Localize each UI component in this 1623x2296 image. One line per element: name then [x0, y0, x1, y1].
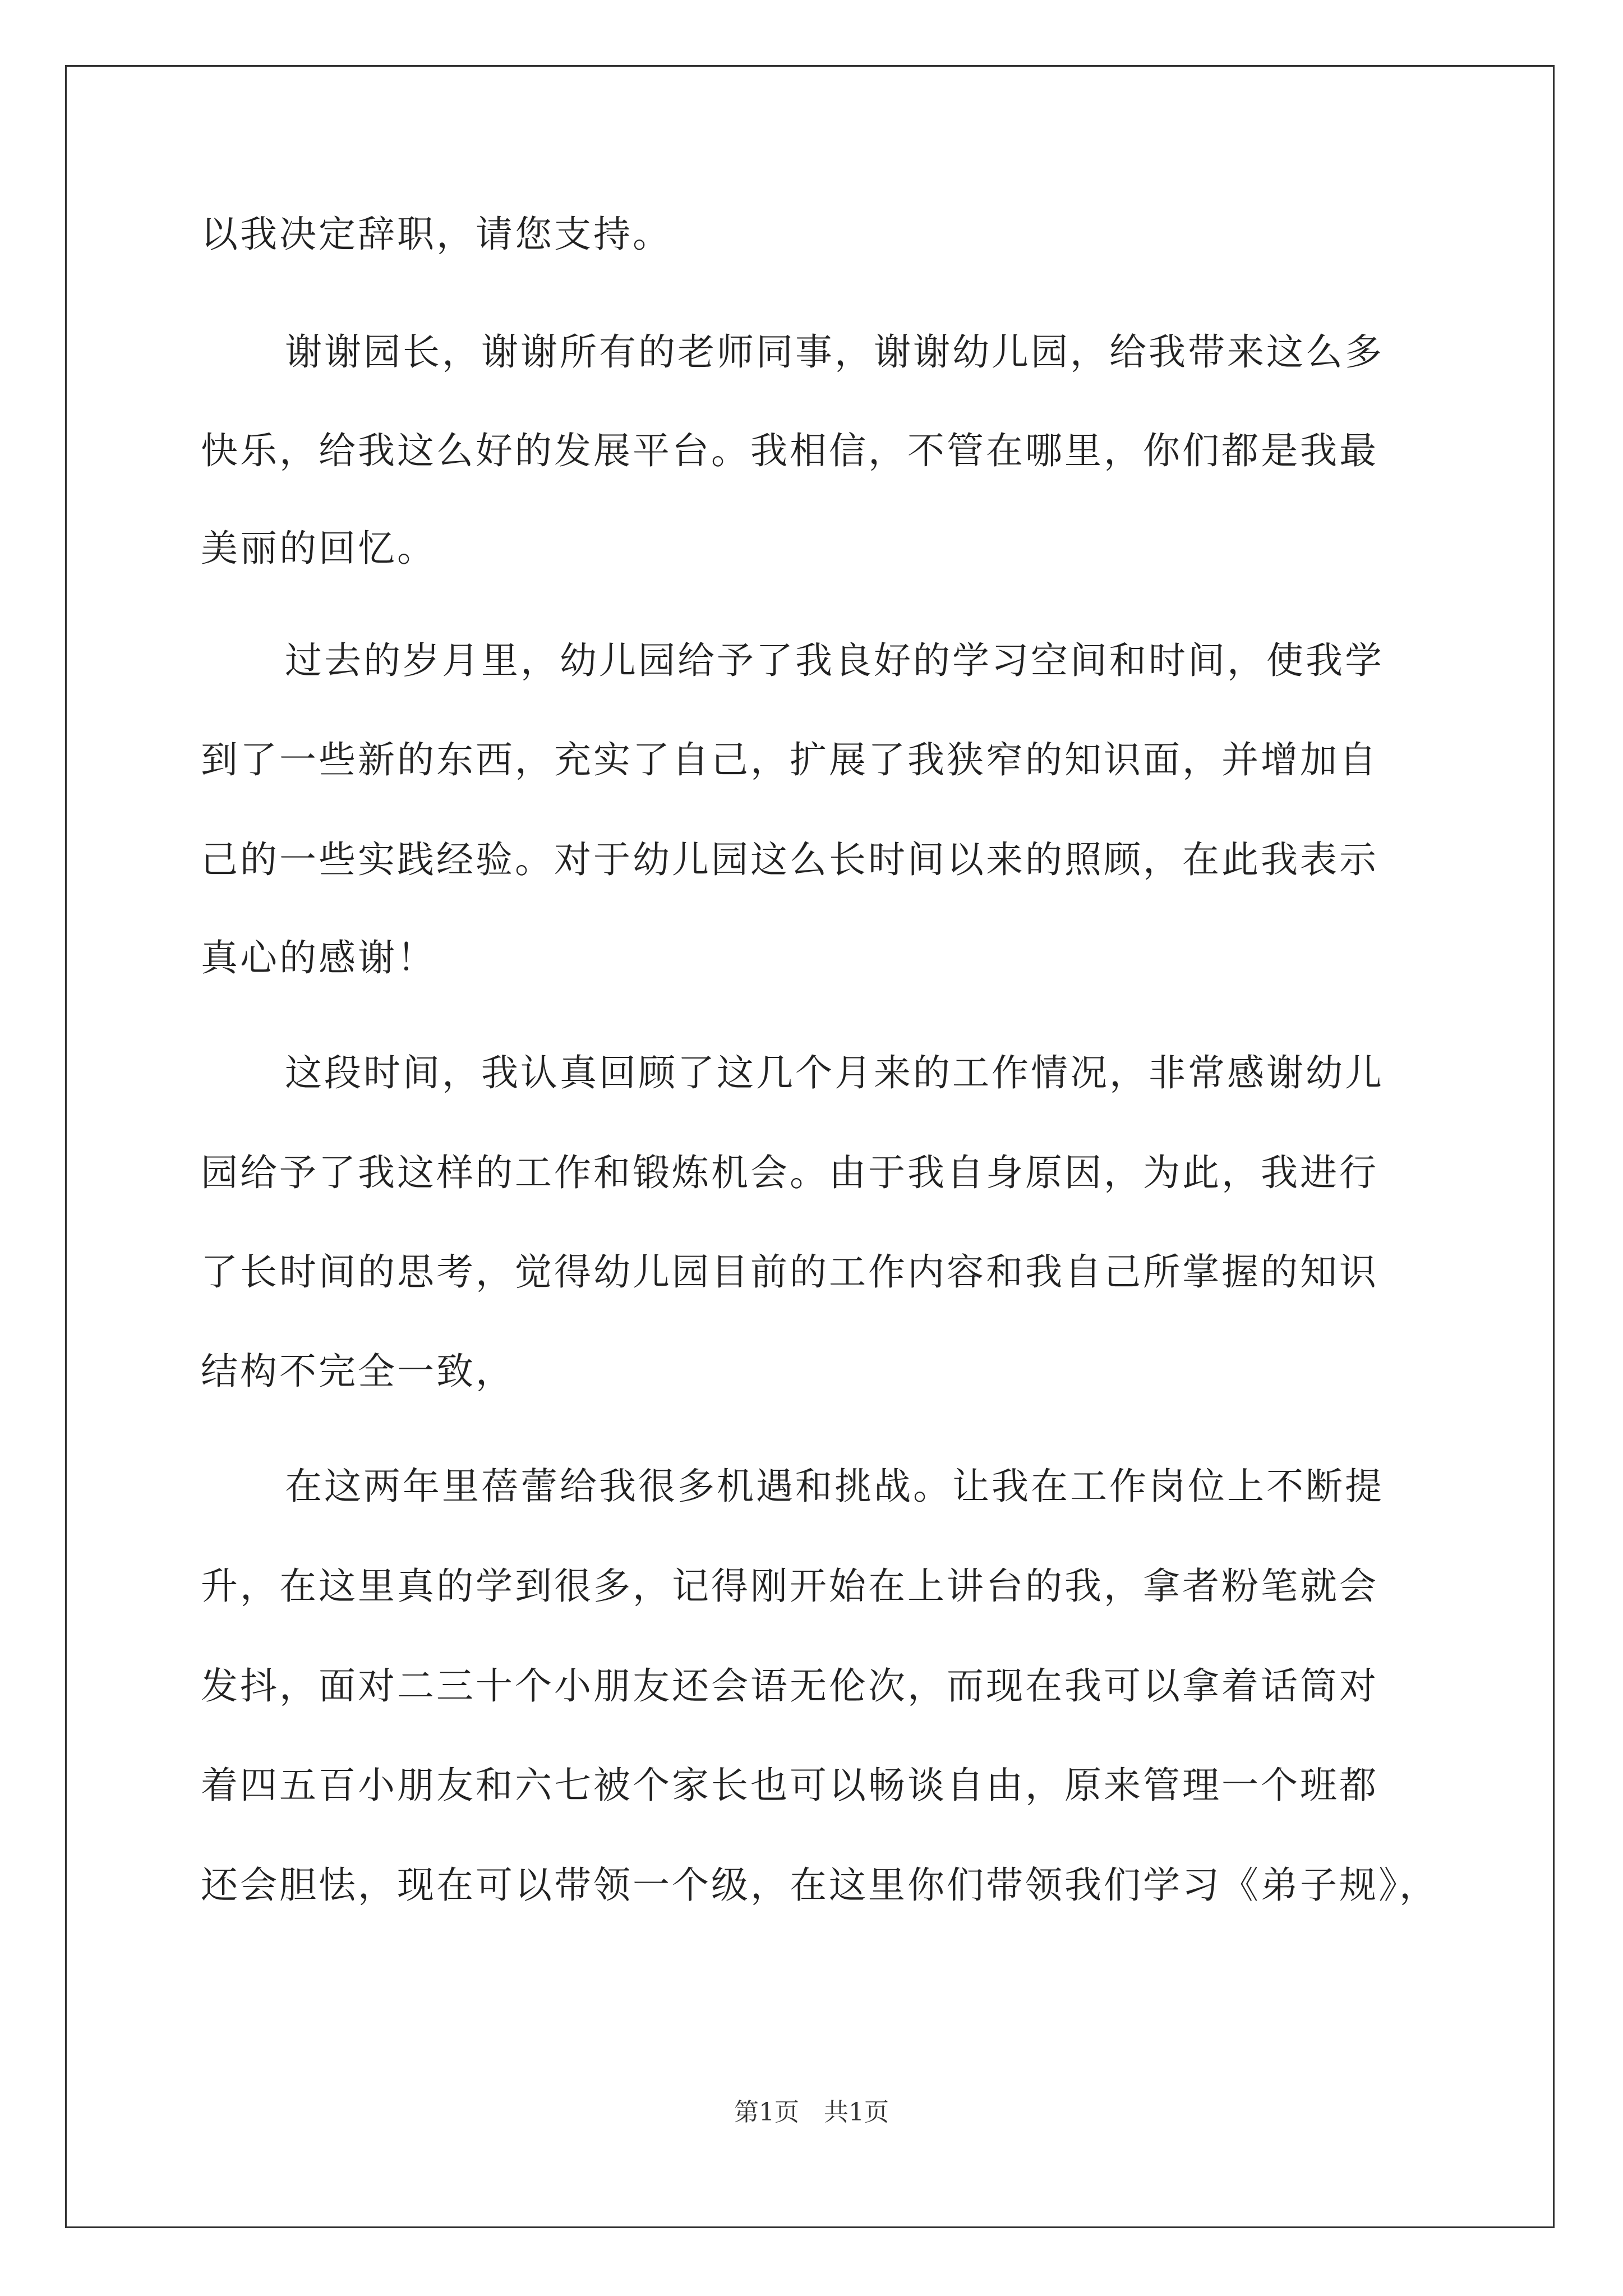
text-line: 快乐，给我这么好的发展平台。我相信，不管在哪里，你们都是我最: [201, 429, 1378, 472]
text-line: 升，在这里真的学到很多，记得刚开始在上讲台的我，拿者粉笔就会: [201, 1565, 1378, 1608]
text-line: 这段时间，我认真回顾了这几个月来的工作情况，非常感谢幼儿: [285, 1051, 1384, 1094]
text-line: 园给予了我这样的工作和锻炼机会。由于我自身原因，为此，我进行: [201, 1151, 1378, 1194]
text-line: 过去的岁月里，幼儿园给予了我良好的学习空间和时间，使我学: [285, 639, 1384, 682]
text-line: 在这两年里蓓蕾给我很多机遇和挑战。让我在工作岗位上不断提: [285, 1465, 1384, 1508]
text-line: 还会胆怯，现在可以带领一个级，在这里你们带领我们学习《弟子规》，: [201, 1864, 1438, 1907]
text-line: 发抖，面对二三十个小朋友还会语无伦次，而现在我可以拿着话筒对: [201, 1664, 1378, 1708]
page-number-footer: 第1页 共1页: [734, 2098, 889, 2127]
text-line: 到了一些新的东西，充实了自己，扩展了我狭窄的知识面，并增加自: [201, 738, 1378, 781]
text-line: 结构不完全一致，: [201, 1350, 515, 1393]
text-line: 谢谢园长，谢谢所有的老师同事，谢谢幼儿园，给我带来这么多: [285, 330, 1384, 374]
text-line: 美丽的回忆。: [201, 527, 436, 570]
text-line: 着四五百小朋友和六七被个家长也可以畅谈自由，原来管理一个班都: [201, 1764, 1378, 1807]
text-line: 己的一些实践经验。对于幼儿园这么长时间以来的照顾，在此我表示: [201, 838, 1378, 881]
text-line: 了长时间的思考，觉得幼儿园目前的工作内容和我自己所掌握的知识: [201, 1250, 1378, 1294]
text-line: 真心的感谢！: [201, 936, 436, 979]
text-line: 以我决定辞职，请您支持。: [201, 213, 672, 256]
